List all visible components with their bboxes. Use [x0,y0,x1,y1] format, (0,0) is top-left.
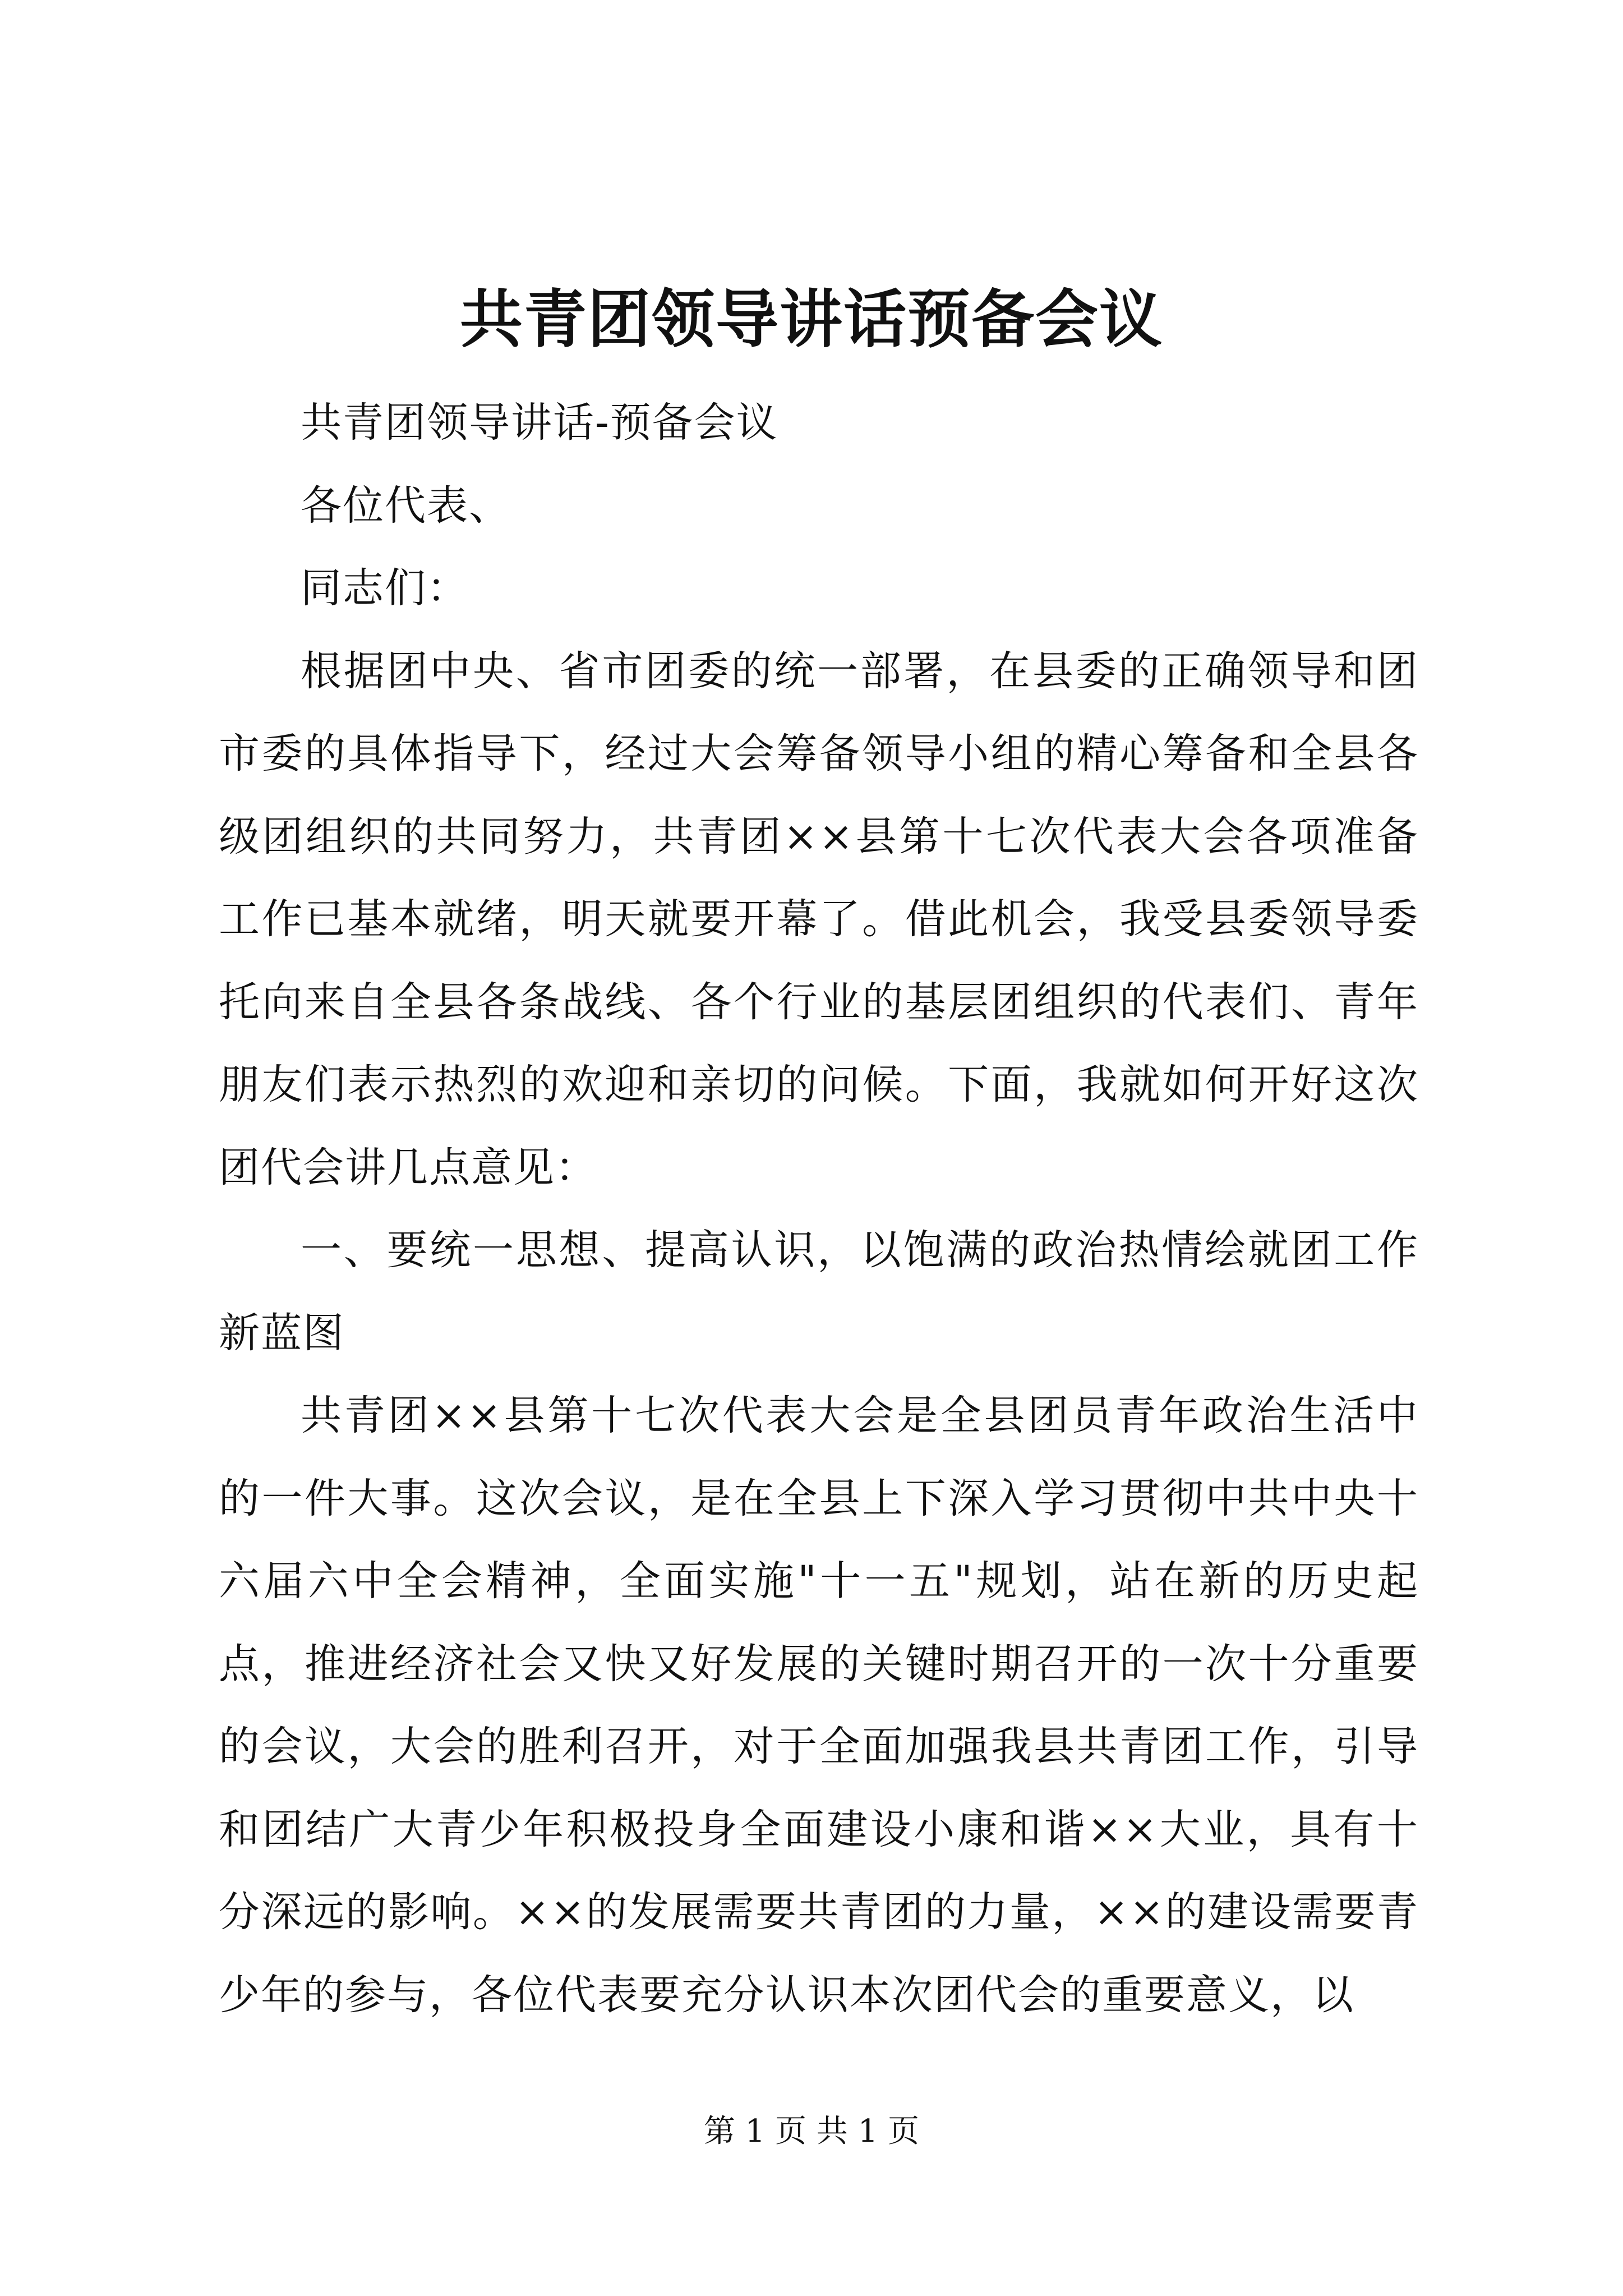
paragraph-subtitle: 共青团领导讲话-预备会议 [301,399,778,447]
paragraph-section-heading: 一、要统一思想、提高认识，以饱满的政治热情绘就团工作新蓝图 [219,1226,1419,1357]
document-body [219,381,1419,2036]
paragraph-section-body: 共青团××县第十七次代表大会是全县团员青年政治生活中的一件大事。这次会议，是在全县上下深入学习贯彻中共中央十六届六中全会精神，全面实施"十一五"规划，站在新的历史起点，推进经济社会又快又好发展的关键时期召开的一次十分重要的会议，大会的胜利召开，对于全面加强我县共青团工作，引导和团结广大青少年积极投身全面建设小康和谐××大业，具有十分深远的影响。××的发展需要共青团的力量，××的建设需要青少年的参与，各位代表要充分认识本次团代会的重要意义，以 [219,1392,1419,2019]
paragraph-salutation-2: 同志们： [301,564,469,612]
document-title: 共青团领导讲话预备会议 [460,283,1163,356]
page-footer: 第 1 页 共 1 页 [703,2113,920,2150]
paragraph-intro: 根据团中央、省市团委的统一部署，在县委的正确领导和团市委的具体指导下，经过大会筹备领导小组的精心筹备和全县各级团组织的共同努力，共青团××县第十七次代表大会各项准备工作已基本就绪，明天就要开幕了。借此机会，我受县委领导委托向来自全县各条战线、各个行业的基层团组织的代表们、青年朋友们表示热烈的欢迎和亲切的问候。下面，我就如何开好这次团代会讲几点意见： [219,647,1419,1191]
paragraph-salutation-1: 各位代表、 [301,481,511,530]
